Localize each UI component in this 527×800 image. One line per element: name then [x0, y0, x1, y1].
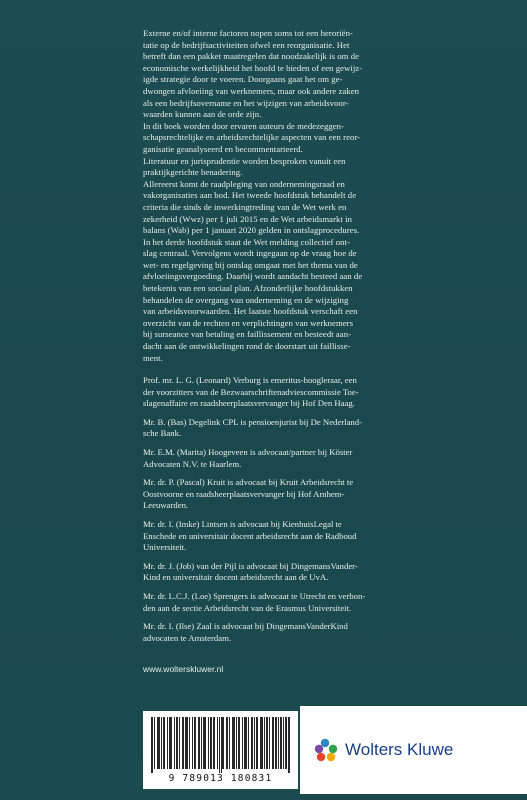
- logo-petal: [321, 739, 329, 747]
- barcode-bar: [205, 717, 206, 769]
- barcode-bar: [248, 717, 249, 769]
- barcode-bar: [229, 717, 230, 769]
- summary-line: waarden kunnen aan de orde zijn.: [143, 109, 262, 120]
- barcode-bar: [280, 717, 281, 769]
- barcode-bar: [285, 717, 286, 769]
- publisher-name: Wolters Kluwe: [345, 740, 454, 759]
- barcode-bar: [187, 717, 188, 769]
- summary-line: schapsrechtelijke en arbeidsrechtelijke aspecten van een reor-: [143, 132, 361, 143]
- barcode-bar: [210, 717, 211, 769]
- author-bio-line: Oostvoorne en raadsheerplaatsvervanger bij Hof Arnhem-: [143, 488, 345, 499]
- barcode-bar: [201, 717, 202, 769]
- summary-line: betekenis van een sociaal plan. Afzonderlijke hoofdstukken: [143, 283, 353, 294]
- logo-petal: [317, 753, 325, 761]
- barcode-bar: [171, 717, 172, 769]
- barcode-bar: [219, 717, 220, 773]
- barcode-bar: [167, 717, 168, 769]
- author-bio-line: Mr. dr. I. (Imke) Lintsen is advocaat bij KienhuisLegal te: [143, 518, 342, 529]
- barcode-bar: [234, 717, 235, 769]
- barcode-bar: [217, 717, 218, 769]
- barcode-bar: [254, 717, 255, 769]
- barcode-bar: [198, 717, 199, 769]
- summary-line: balans (Wab) per 1 januari 2020 gelden in ontslagprocedures.: [143, 225, 360, 236]
- barcode-bar: [154, 717, 155, 769]
- summary-line: criteria die sinds de inwerkingtreding van de Wet werk en: [143, 201, 347, 212]
- barcode-bar: [232, 717, 233, 769]
- barcode-bar: [163, 717, 164, 769]
- barcode-bar: [233, 717, 234, 769]
- barcode-bar: [252, 717, 253, 769]
- summary-line: Externe en/of interne factoren nopen soms tot een heroriën-: [143, 28, 353, 38]
- summary-line: overzicht van de rechten en verplichtingen van werknemers: [143, 317, 354, 328]
- barcode-bar: [283, 717, 284, 769]
- barcode-bar: [174, 717, 175, 769]
- summary-line: ment.: [143, 352, 163, 363]
- summary-line: afvloeiingsvergoeding. Daarbij wordt aandacht besteed aan de: [143, 271, 363, 282]
- barcode-bar: [251, 717, 252, 769]
- author-bio: [143, 417, 425, 440]
- barcode-bar: [179, 717, 180, 769]
- author-bio: [143, 591, 425, 614]
- barcode-bar: [214, 717, 215, 769]
- author-bio-line: Advocaten N.V. te Haarlem.: [143, 458, 242, 469]
- isbn-barcode: [143, 711, 298, 789]
- barcode-bar: [266, 717, 267, 769]
- barcode-graphic: [151, 717, 290, 773]
- barcode-bar: [256, 717, 257, 769]
- barcode-bar: [211, 717, 212, 769]
- barcode-bar: [275, 717, 276, 769]
- author-bio-line: sche Bank.: [143, 428, 182, 439]
- barcode-bar: [269, 717, 270, 769]
- summary-line: tatie op de bedrijfsactiviteiten ofwel een reorganisatie. Het: [143, 39, 350, 50]
- barcode-bar: [177, 717, 178, 769]
- barcode-bar: [278, 717, 279, 769]
- summary-line: Allereerst komt de raadpleging van ondernemingsraad en: [143, 178, 345, 189]
- author-bio-line: Mr. B. (Bas) Degelink CPL is pensioenjurist bij De Nederland-: [143, 416, 363, 427]
- summary-line: slag centraal. Vervolgens wordt ingegaan op de vraag hoe de: [143, 248, 357, 259]
- barcode-bar: [222, 717, 223, 769]
- barcode-bar: [244, 717, 245, 769]
- publisher-logo: [300, 706, 527, 794]
- barcode-bar: [176, 717, 177, 769]
- summary-line: economische werkelijkheid het hoofd te bieden of een gewijz-: [143, 62, 363, 73]
- summary-line: zekerheid (Wwz) per 1 juli 2015 en de Wet arbeidsmarkt in: [143, 213, 352, 224]
- barcode-bar: [260, 717, 261, 769]
- barcode-bar: [204, 717, 205, 769]
- barcode-bar: [183, 717, 184, 769]
- barcode-bar: [289, 717, 290, 773]
- summary-line: dacht aan de ontwikkelingen rond de doorstart uit faillisse-: [143, 341, 351, 352]
- barcode-bar: [170, 717, 171, 769]
- summary-line: In dit boek worden door ervaren auteurs de medezeggen-: [143, 120, 344, 131]
- barcode-bar: [157, 717, 158, 769]
- summary-line: betreft dan een pakket maatregelen dat noodzakelijk is om de: [143, 51, 359, 62]
- author-bio-line: den aan de sectie Arbeidsrecht van de Erasmus Universiteit.: [143, 602, 352, 613]
- author-bio: [143, 621, 425, 644]
- author-bio-line: slagenaffaire en raadsheerplaatsvervanger bij Hof Den Haag.: [143, 398, 355, 409]
- barcode-bar: [164, 717, 165, 769]
- barcode-bar: [264, 717, 265, 769]
- barcode-bar: [262, 717, 263, 769]
- author-bio-line: Prof. mr. L. G. (Leonard) Verburg is emeritus-hoogleraar, een: [143, 375, 357, 385]
- barcode-bar: [213, 717, 214, 769]
- barcode-bar: [236, 717, 237, 769]
- author-bio-line: Kind en universitair docent arbeidsrecht aan de UvA.: [143, 572, 329, 583]
- barcode-bar: [158, 717, 159, 769]
- barcode-bar: [189, 717, 190, 769]
- barcode-bar: [267, 717, 268, 769]
- barcode-bar: [161, 717, 162, 769]
- logo-petal: [315, 745, 323, 753]
- barcode-bar: [203, 717, 204, 769]
- barcode-bar: [199, 717, 200, 769]
- barcode-bar: [208, 717, 209, 769]
- barcode-bar: [242, 717, 243, 769]
- barcode-bar: [151, 717, 152, 773]
- barcode-bar: [281, 717, 282, 769]
- barcode-bar: [186, 717, 187, 769]
- publisher-url[interactable]: www.wolterskluwer.nl: [143, 664, 224, 674]
- author-bio-line: Mr. dr. P. (Pascal) Kruit is advocaat bij Kruit Arbeidsrecht te: [143, 477, 354, 488]
- barcode-bar: [257, 717, 258, 769]
- summary-line: In het derde hoofdstuk staat de Wet melding collectief ont-: [143, 236, 350, 247]
- author-bio: [143, 375, 425, 410]
- summary-line: behandelen de overgang van onderneming en de wijziging: [143, 294, 349, 305]
- barcode-bar: [227, 717, 228, 769]
- barcode-bar: [238, 717, 239, 769]
- barcode-bar: [261, 717, 262, 769]
- barcode-bar: [226, 717, 227, 769]
- barcode-bar: [194, 717, 195, 769]
- summary-line: Literatuur en jurisprudentie worden besproken vanuit een: [143, 155, 346, 166]
- author-bio-line: Mr. dr. L.C.J. (Loe) Sprengers is advocaat te Utrecht en verbon-: [143, 590, 366, 601]
- summary-line: praktijkgerichte benadering.: [143, 167, 243, 178]
- barcode-bar: [288, 717, 289, 773]
- summary-line: igde strategie door te voeren. Doorgaans gaat het om ge-: [143, 74, 343, 85]
- author-bio-line: Enschede en universitair docent arbeidsrecht aan de Radboud: [143, 530, 357, 541]
- barcode-bar: [223, 717, 224, 769]
- author-bio-line: advocaten te Amsterdam.: [143, 632, 232, 643]
- author-bio-line: Leeuwarden.: [143, 500, 189, 511]
- barcode-bar: [159, 717, 160, 769]
- barcode-bar: [239, 717, 240, 769]
- barcode-bar: [276, 717, 277, 769]
- author-bio-line: Universiteit.: [143, 542, 187, 553]
- summary-text: [143, 28, 425, 364]
- barcode-bar: [245, 717, 246, 769]
- author-bio: [143, 561, 425, 584]
- summary-line: van arbeidsvoorwaarden. Het laatste hoofdstuk verschaft een: [143, 306, 358, 317]
- barcode-bar: [185, 717, 186, 769]
- barcode-bar: [169, 717, 170, 769]
- barcode-bar: [272, 717, 273, 769]
- barcode-bar: [246, 717, 247, 769]
- barcode-bar: [286, 717, 287, 769]
- author-bio-line: der voorzitters van de Bezwaarschriftenadviescommissie Toe-: [143, 386, 359, 397]
- summary-line: vakorganisaties aan bod. Het tweede hoofdstuk behandelt de: [143, 190, 357, 201]
- isbn-digits: 9 789013 180831: [168, 773, 273, 784]
- summary-line: bij surseance van betaling en faillissement en besteedt aan-: [143, 329, 352, 340]
- author-bio-line: Mr. dr. J. (Job) van der Pijl is advocaat bij DingemansVander-: [143, 560, 358, 571]
- summary-line: als een bedrijfsovername en het wijzigen van arbeidsvoor-: [143, 97, 349, 108]
- logo-petal: [329, 745, 337, 753]
- wolters-kluwer-logo-icon: [312, 736, 340, 764]
- summary-line: ganisatie geanalyseerd en becommentarieerd.: [143, 143, 303, 154]
- summary-line: dwongen afvloeiing van werknemers, maar ook andere zaken: [143, 85, 360, 96]
- summary-line: wet- en regelgeving bij ontslag omgaat met het thema van de: [143, 259, 358, 270]
- barcode-bar: [152, 717, 153, 773]
- barcode-bar: [182, 717, 183, 769]
- barcode-bar: [273, 717, 274, 769]
- logo-petal: [327, 753, 335, 761]
- author-bios: [143, 375, 425, 651]
- barcode-bar: [195, 717, 196, 769]
- barcode-bar: [192, 717, 193, 769]
- author-bio-line: Mr. dr. I. (Ilse) Zaal is advocaat bij DingemansVanderKind: [143, 621, 348, 632]
- author-bio: [143, 519, 425, 554]
- author-bio: [143, 477, 425, 512]
- author-bio: [143, 447, 425, 470]
- author-bio-line: Mr. E.M. (Marita) Hoogeveen is advocaat/partner bij Köster: [143, 446, 353, 457]
- barcode-bar: [221, 717, 222, 773]
